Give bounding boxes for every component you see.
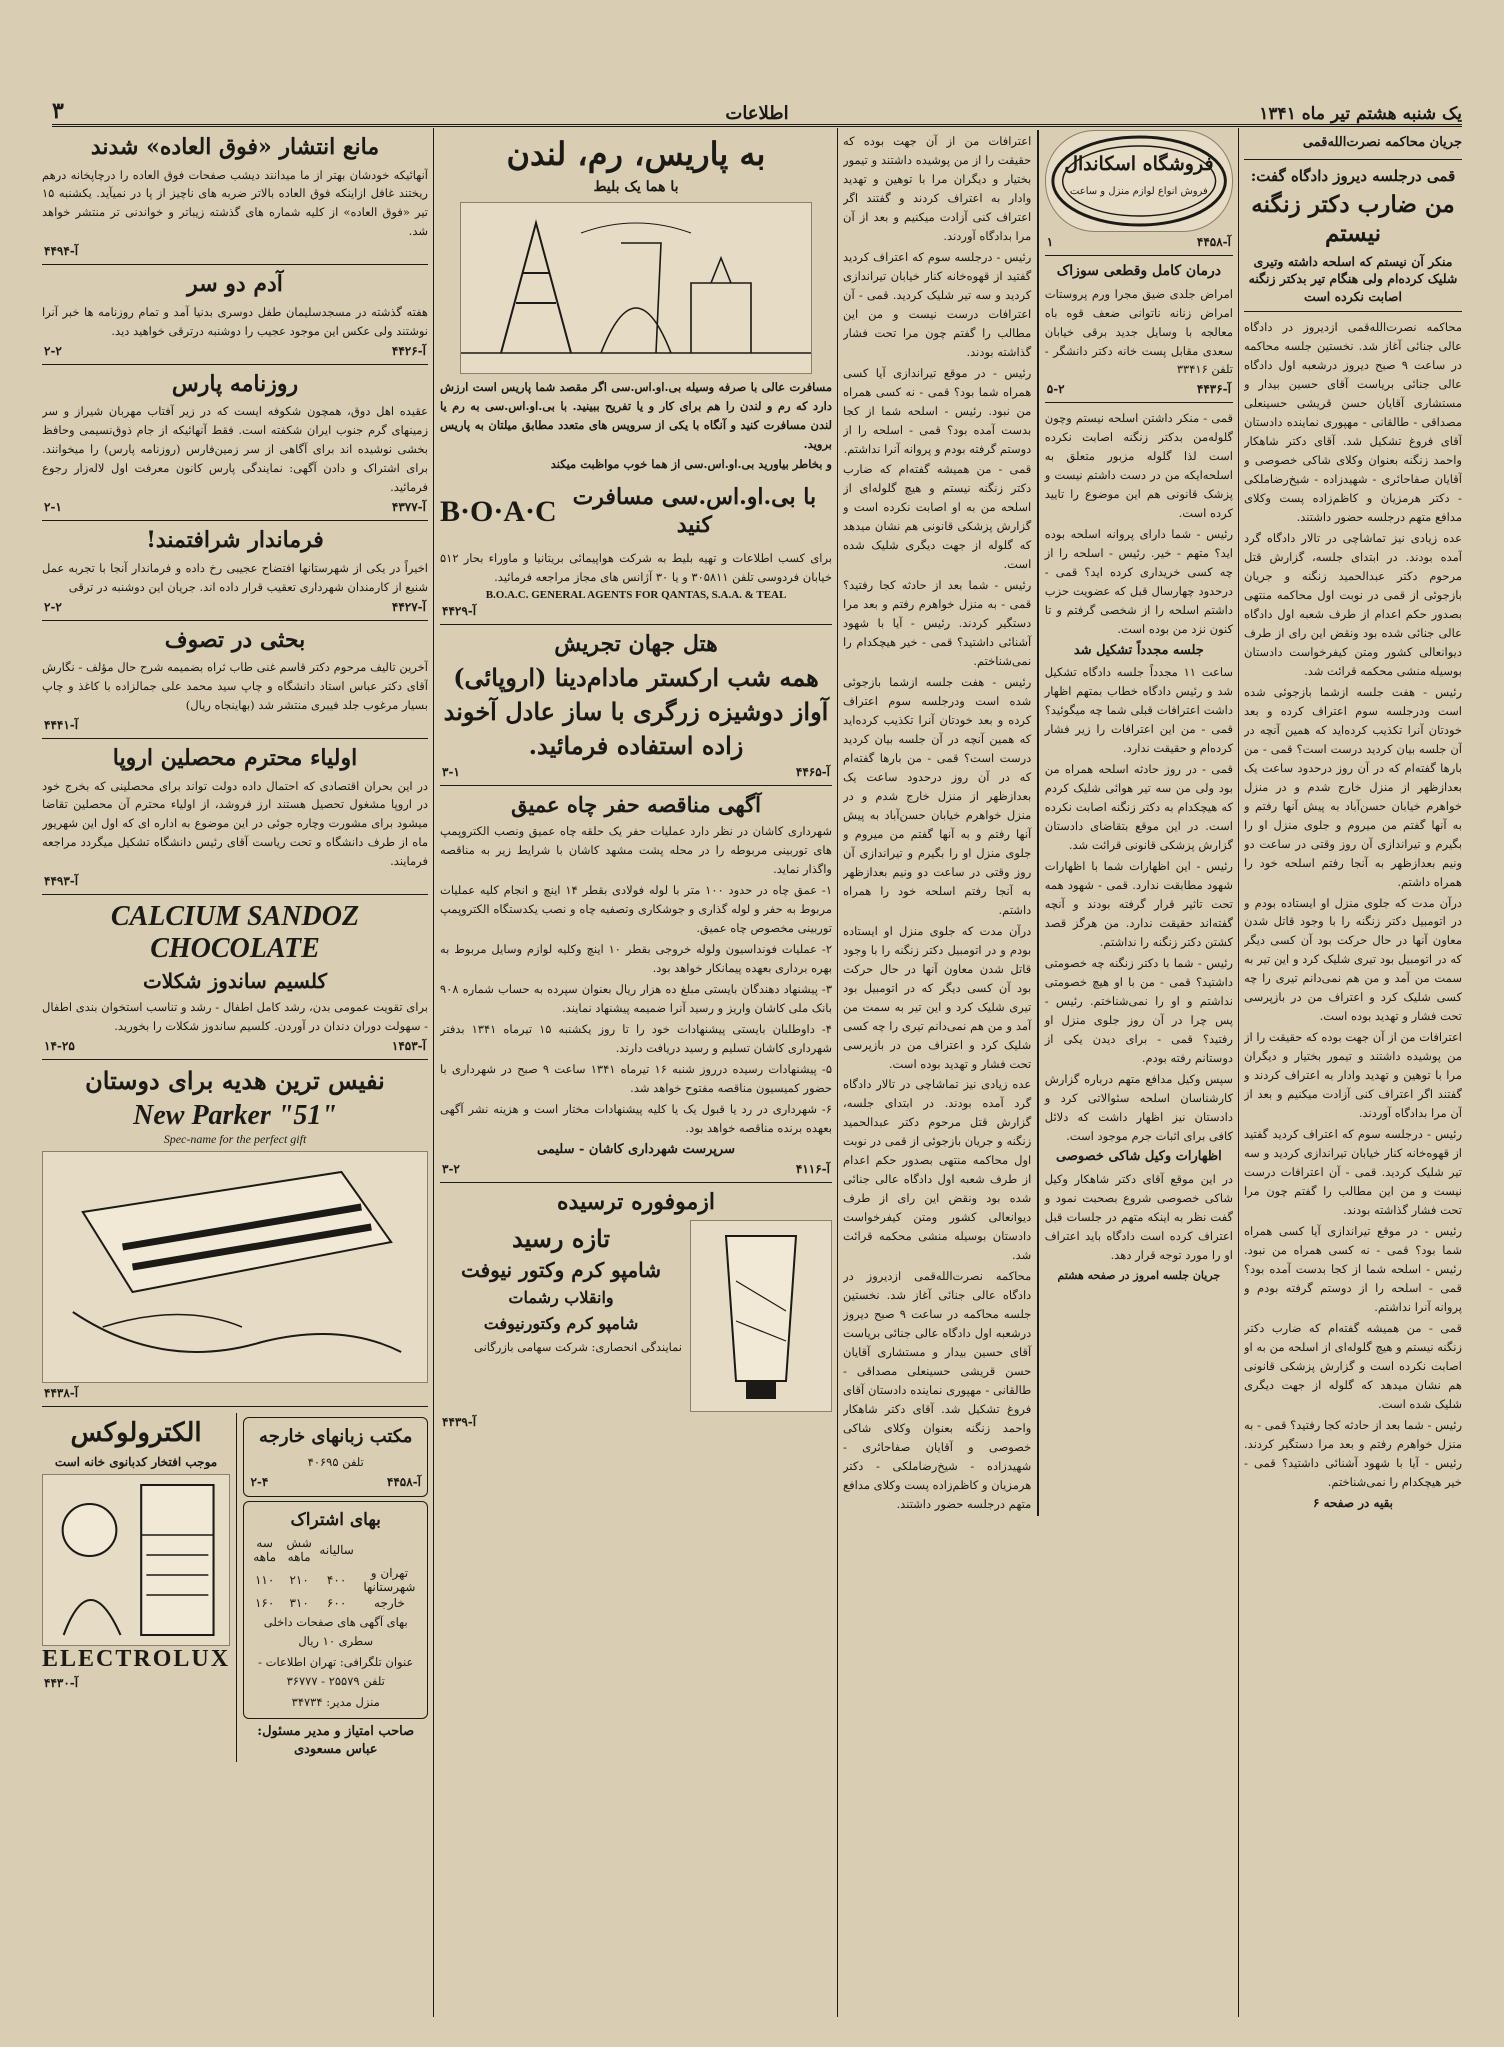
tender-notice — [440, 792, 832, 1176]
ad-code-left: آ-۴۴۹۳ — [44, 874, 79, 889]
ad-code-right: آ-۴۴۲۷ — [391, 599, 426, 614]
trial-headline-main: من ضارب دکتر زنگنه نیستم — [1251, 191, 1455, 248]
electrolux-headline: الکترولوکس — [70, 1418, 202, 1449]
electrolux-ad — [42, 1413, 230, 1762]
ad-code — [250, 1475, 421, 1489]
language-school-ad — [243, 1417, 428, 1496]
calcium-persian-title: کلسیم ساندوز شکلات — [142, 969, 328, 994]
trial-cont-paragraph: رئیس - شما بعد از حادثه کجا رفتید؟ قمی - به منزل خواهرم رفتم و بعد مرا دستگیر کردند. رئیس - آیا با شهود آشنائی داشتید؟ قمی - خیر هیچکدام را نمی‌شناختم. — [843, 578, 1032, 669]
electrolux-subhead: موجب افتخار کدبانوی خانه است — [54, 1454, 218, 1469]
scandale-subtitle: فروش انواع لوازم منزل و ساعت — [1069, 186, 1208, 197]
eiffel-tower-icon — [461, 203, 811, 373]
trial-paragraph: عده زیادی نیز تماشاچی در تالار دادگاه گرد آمده بودند. در ابتدای جلسه، گزارش قتل مرحوم دکتر عبدالحمید زنگنه و جریان بازجوئی از قمی در نوبت اول محاکمه منتهی بصدور حکم اعدام از طرف شعبه اول دادگاه عالی جنائی شده بود ونقض این رای از طرف دیوانعالی کشور ومتن کیفرخواست دادستان بوسیله منشی محکمه قرائت شد. — [1244, 531, 1462, 678]
hotel-ad — [440, 631, 832, 779]
masthead — [52, 96, 1462, 127]
trial-cont-paragraph: اعترافات من از آن جهت بوده که حقیقت را از من پوشیده داشتند و تیمور بختیار و دیگران مرا با توهین و تهدید وادار به اعتراف کردند و گفتند اگر اعتراف کنی آزادت میکنیم و بعد از آن مرا بدادگاه آوردند. — [843, 134, 1032, 243]
table-row — [248, 1535, 423, 1565]
ad-code-left: ۲-۲ — [44, 599, 62, 614]
recess-subhead: جلسه مجدداً تشکیل شد — [1073, 643, 1204, 659]
trial-cont-paragraph: رئیس - شما با دکتر زنگنه چه خصومتی داشتید؟ قمی - من با او هیچ خصومتی نداشتم و او را نمی‌شناختم. رئیس - پس چرا در آن روز جلوی منزل او رفتید؟ قمی - برای دیدن یکی از دوستانم رفته بودم. — [1044, 955, 1233, 1065]
divider — [42, 620, 428, 621]
ad-code-left: ۱ — [1046, 235, 1054, 249]
parker-tagline: Spec-name for the perfect gift — [163, 1132, 307, 1147]
refrigerator-icon — [43, 1475, 229, 1645]
ad-code-right: آ-۴۴۶۵ — [795, 764, 830, 779]
boac-info: برای کسب اطلاعات و تهیه بلیط به شرکت هواپیمائی بریتانیا و ماوراء بحار ۵۱۲ خیابان فردوسی تلفن ۳۰۵۸۱۱ و یا ۳۰ آژانس های مجاز مراجعه فرمائید. — [440, 551, 832, 585]
info-boxes — [243, 1413, 428, 1762]
table-cell: شش ماهه — [286, 1536, 312, 1564]
ad-code — [44, 718, 426, 732]
trial-cont-paragraph: رئیس - درجلسه سوم که اعتراف کردید گفتید از قهوه‌خانه کنار خیابان تیراندازی کردید و سه تیر شلیک کردید. قمی - آن اعترافات درست نیست و من این مطالب را گفتم چون مرا تحت فشار گذاشته بودند. — [843, 249, 1032, 359]
inner-rule — [1037, 130, 1038, 1516]
boac-agents: B.O.A.C. GENERAL AGENTS FOR QANTAS, S.A.A. & TEAL — [485, 589, 787, 602]
table-cell: خارجه — [374, 1596, 405, 1610]
trial-paragraph: رئیس - هفت جلسه ازشما بازجوئی شده است ودرجلسه سوم اعتراف کرده و بعد خودتان آنرا تکذیب کرده‌اید که همین آنچه در آن جلسه بیان کردید درست است؟ قمی - من بارها گفته‌ام که در آن روز درحدود ساعت یک بعدازظهر از منزل خارج شدم و در منزل خواهرم خیابان حسن‌آباد به پیش آنها رفتم و به آنها گفتم من میروم و جلوی منزل او را بگیرم و تیراندازی آن روز وقتی در ساعت دو ونیم بعدازظهر به آنجا رفتم اسلحه خود را همراه داشتم. — [1244, 684, 1462, 889]
trial-kicker: جریان محاکمه نصرت‌الله‌قمی — [1302, 135, 1462, 150]
ad-text: آخرین تالیف مرحوم دکتر قاسم غنی طاب ثراه بضمیمه شرح حال مؤلف - نگارش آقای دکتر عباس استاد دانشگاه و چاپ سید محمد علی جمالزاده با کاغذ و چاپ بسیار مرغوب جلد فیبری منتشر شد (بهاینجاه ریال) — [42, 660, 428, 713]
ad-title: فرماندار شرافتمند! — [146, 527, 324, 554]
column-rule — [837, 128, 838, 2017]
ad-code-left: آ-۴۴۲۹ — [442, 604, 477, 619]
paris-illustration — [460, 202, 812, 374]
ad-code-right: آ-۴۴۵۸ — [1196, 235, 1231, 249]
trial-paragraph: درآن مدت که جلوی منزل او ایستاده بودم و در اتومبیل دکتر زنگنه را با وجود قاتل شدن معاون آنها در حال حرکت بود آن کسی دیگر که در اتومبیل بود تیری شلیک کرد و این تیر به سمت من آمد و من هم نمی‌دانم تیری را چه کسی شلیک کرد و اعتراف من در بازپرسی تحت فشار و تهدید بوده است. — [1244, 895, 1462, 1024]
trial-cont-paragraph: درآن مدت که جلوی منزل او ایستاده بودم و در اتومبیل دکتر زنگنه را با وجود قاتل شدن معاون آنها در حال حرکت بود آن کسی دیگر که در اتومبیل بود تیری شلیک کرد و این تیر به سمت من آمد و من هم نمی‌دانم تیری را چه کسی شلیک کرد و اعتراف من در بازپرسی تحت فشار و تهدید بوده است. — [843, 923, 1032, 1071]
trial-cont-paragraph: عده زیادی نیز تماشاچی در تالار دادگاه گرد آمده بودند. در ابتدای جلسه، گزارش قتل مرحوم دکتر عبدالحمید زنگنه و جریان بازجوئی از قمی در نوبت اول محاکمه منتهی بصدور حکم اعدام از طرف شعبه اول دادگاه عالی جنائی شده بود ونقض این رای از طرف دیوانعالی کشور ومتن کیفرخواست دادستان بوسیله منشی محکمه قرائت شد. — [843, 1077, 1032, 1263]
ad-code-right: آ-۴۴۳۶ — [1196, 382, 1231, 397]
ad-code — [44, 874, 426, 888]
ad-code — [44, 1386, 426, 1400]
table-cell: تهران و شهرستانها — [363, 1566, 416, 1594]
scandale-oval-icon — [1046, 131, 1232, 231]
trial-paragraph: رئیس - در موقع تیراندازی آیا کسی همراه شما بود؟ قمی - نه کسی همراه من نبود. رئیس - اسلحه شما از کجا بدست آمده بود؟ قمی - اسلحه را از دوستم گرفته بودم و پروانه آنرا نداشتم. — [1244, 1223, 1462, 1314]
ad-code — [44, 600, 426, 614]
trial-col-b — [843, 130, 1031, 1516]
trial-cont-paragraph: سپس وکیل مدافع متهم درباره گزارش کارشناسان اسلحه سئوالاتی کرد و دادستان نیز اظهار داشت که دلائل کافی برای اثبات جرم موجود است. — [1044, 1071, 1233, 1143]
ad-code-right: آ-۴۴۲۶ — [391, 343, 426, 358]
parker-ad — [42, 1066, 428, 1400]
subscription-title: بهای اشتراک — [290, 1509, 381, 1530]
ad-code — [442, 1162, 830, 1176]
lawyer-subhead: اظهارات وکیل شاکی خصوصی — [1056, 1149, 1222, 1165]
refrigerator-illustration — [42, 1474, 230, 1646]
boac-slogan: با بی.او.اس.سی مسافرت کنید — [572, 484, 817, 538]
trial-paragraph: قمی - من همیشه گفته‌ام که ضارب دکتر زنگنه نیستم و هیچ گلوله‌ای از اسلحه من به او اصابت نکرده است و گزارش پزشکی قانونی هم نشان میدهد که گلوله از جهت دیگری شلیک شده است. — [1244, 1320, 1462, 1411]
pen-gift-box-icon — [43, 1152, 427, 1382]
calcium-text: برای تقویت عمومی بدن، رشد کامل اطفال - رشد و تناسب استخوان بندی اطفال - سهولت دوران دندان در آوردن. کلسیم ساندوز شکلات را بخورید. — [42, 1000, 428, 1034]
ad-code — [44, 500, 426, 514]
ad-title: آدم دو سر — [187, 271, 283, 298]
ad-code — [44, 344, 426, 358]
ad-code — [44, 1039, 426, 1053]
trial-headline: قمی درجلسه دیروز دادگاه گفت: — [1250, 167, 1456, 186]
ad-code — [442, 765, 830, 779]
table-cell: ۳۱۰ — [289, 1596, 309, 1610]
tender-paragraph: ۱- عمق چاه در حدود ۱۰۰ متر با لوله فولادی بقطر ۱۴ اینچ و انجام کلیه عملیات مربوط به حفر و لوله گذاری و جوشکاری وتصفیه چاه و نصب یکدستگاه الکتروپمپ توربینی مخصوص چاه عمیق. — [440, 883, 832, 935]
boac-headline: به پاریس، رم، لندن — [506, 135, 766, 173]
scandale-title: فروشگاه اسکاندال — [1064, 153, 1214, 175]
parker-pen-illustration — [42, 1151, 428, 1383]
shampoo-ad — [440, 1189, 832, 1430]
ad-code — [442, 1415, 830, 1429]
ad-code-left: ۳-۱ — [442, 764, 460, 779]
boac-text: مسافرت عالی با صرفه وسیله بی.او.اس.سی اگر مقصد شما پاریس است ارزش دارد که رم و لندن را هم برای کار و یا تفریح ببینید. با بی.او.اس.سی به رم یا لندن مسافرت کنید و آنگاه با یکی از سرویس های متعدد مطابق میلتان به پاریس بروید. — [440, 379, 832, 451]
tender-paragraph: ۴- داوطلبان بایستی پیشنهادات خود را تا روز یکشنبه ۱۵ تیرماه ۱۳۴۱ بدفتر شهرداری کاشان تسلیم و رسید دریافت دارند. — [440, 1021, 832, 1055]
tender-paragraph: ۲- عملیات فونداسیون ولوله خروجی بقطر ۱۰ اینچ وکلیه لوازم وسایل مربوط به بهره برداری بعهده پیمانکار خواهد بود. — [440, 941, 832, 975]
divider — [1045, 255, 1233, 256]
continued-note: بقیه در صفحه ۶ — [1312, 1495, 1394, 1510]
table-cell: ۱۱۰ — [254, 1573, 275, 1587]
shampoo-tube-illustration — [690, 1220, 832, 1412]
ad-text: آنهائیکه خودشان بهتر از ما میدانند دیشب صفحات فوق العاده را درچاپخانه درهم ریختند غافل ازاینکه فوق العاده بالاتر ضربه های ناچیز از پا در نمیآید. یکشنبه ۱۵ تیر «فوق العاده» از کلیه شماره های گذشته زیباتر و خواندنی تر منتشر خواهد شد. — [42, 167, 428, 239]
divider — [1244, 311, 1462, 312]
table-cell — [356, 1535, 423, 1565]
divider — [1244, 159, 1462, 160]
ad-code-left: ۱۴-۲۵ — [44, 1039, 75, 1054]
ad-code-left: آ-۴۴۹۴ — [44, 244, 79, 259]
subscription-address: عنوان تلگرافی: تهران اطلاعات - تلفن ۲۵۵۷۹ - ۳۶۷۷۷ — [258, 1654, 414, 1688]
paper-name: اطلاعات — [725, 103, 789, 124]
divider — [42, 1059, 428, 1060]
ad-code-right: آ-۴۱۱۶ — [795, 1161, 830, 1176]
ad-code-left: ۲-۲ — [44, 343, 62, 358]
divider — [42, 364, 428, 365]
trial-subhead: منکر آن نیستم که اسلحه داشته وتیری شلیک کرده‌ام ولی هنگام تیر بدکتر زنگنه اصابت نکرده است — [1248, 253, 1458, 304]
shampoo-tagline: وانقلاب رشمات — [508, 1288, 614, 1308]
subscription-phone: منزل مدیر: ۳۴۷۳۴ — [291, 1694, 380, 1709]
hotel-line-1: همه شب ارکستر مادام‌دینا (اروپائی) — [453, 662, 819, 692]
ad-code-right: آ-۴۳۷۷ — [391, 500, 426, 515]
trial-paragraph: رئیس - درجلسه سوم که اعتراف کردید گفتید از قهوه‌خانه کنار خیابان تیراندازی کردید و سه تیر شلیک کردید. قمی - آن اعترافات درست نیست و من این مطالب را گفتم چون مرا تحت فشار گذاشته بودند. — [1244, 1127, 1462, 1217]
clinic-text: امراض جلدی ضیق مجرا ورم پروستات امراض زنانه ناتوانی ضعف قوه باه معالجه با وسایل جدید برقی خیابان سعدی مقابل پست خانه دکتر دانشگر - تلفن ۳۳۴۱۶ — [1044, 286, 1233, 377]
shampoo-tube-icon — [691, 1221, 831, 1411]
column-four — [42, 130, 428, 2017]
divider — [440, 785, 832, 786]
hotel-line-2: آواز دوشیزه زرگری با ساز عادل آخوند — [443, 696, 829, 726]
divider — [42, 520, 428, 521]
trial-paragraph: اعترافات من از آن جهت بوده که حقیقت را از من پوشیده داشتند و تیمور بختیار و دیگران مرا با توهین و تهدید وادار به اعتراف کردند و گفتند اگر اعتراف کنی آزادت میکنیم و بعد از آن مرا بدادگاه آوردند. — [1244, 1030, 1462, 1121]
table-cell: ۴۰۰ — [326, 1573, 347, 1587]
tender-paragraph: ۵- پیشنهادات رسیده درروز شنبه ۱۶ تیرماه ۱۳۴۱ ساعت ۹ صبح در شهرداری با حضور کمیسیون مناقصه مفتوح خواهد شد. — [440, 1061, 832, 1095]
issue-date: یک شنبه هشتم تیر ماه ۱۳۴۱ — [1259, 104, 1462, 124]
column-two — [843, 130, 1233, 2017]
owner-line: صاحب امتیاز و مدیر مسئول: عباس مسعودی — [257, 1723, 415, 1758]
table-row — [248, 1595, 423, 1611]
ad-code-left: آ-۴۴۴۱ — [44, 718, 79, 732]
trial-cont-paragraph: رئیس - شما دارای پروانه اسلحه بوده اید؟ متهم - خیر. رئیس - اسلحه را از چه کسی خریداری کرده اید؟ قمی - درحدود چهارسال قبل که عضویت حزب داشتم اسلحه را از شخصی گرفتم و تا کنون نزد من بوده است. — [1044, 527, 1233, 637]
table-cell: ۱۶۰ — [254, 1596, 275, 1610]
divider — [1045, 402, 1233, 403]
tender-paragraph: ۶- شهرداری در رد یا قبول یک یا کلیه پیشنهادات مختار است و هزینه نشر آگهی بعهده برنده مناقصه خواهد بود. — [440, 1101, 832, 1135]
shampoo-name: شامپو کرم وکتور نیوفت — [460, 1258, 662, 1283]
column-rule — [433, 128, 434, 2017]
ad-code — [44, 1676, 228, 1690]
trial-cont-paragraph: رئیس - این اظهارات شما با اظهارات شهود مطابقت ندارد. قمی - شهود همه تحت تاثیر قرار گرفته بودند و آنچه گفته‌اند حقیقت ندارد. من هرگز قصد کشتن دکتر زنگنه را نداشتم. — [1044, 858, 1233, 949]
hotel-line-3: زاده استفاده فرمائید. — [528, 730, 744, 760]
table-cell: ۶۰۰ — [326, 1596, 347, 1610]
shampoo-dealer: نمایندگی انحصاری: شرکت سهامی بازرگانی — [474, 1340, 682, 1355]
ad-title: روزنامه پارس — [171, 370, 299, 397]
trial-cont-paragraph: قمی - در روز حادثه اسلحه همراه من بود ولی من سه تیر هوائی شلیک کردم که هیچکدام به دکتر زنگنه اصابت نکرده است. در این موقع بتقاضای دادستان گزارش پزشکی قانونی قرائت شد. — [1044, 762, 1233, 852]
boac-logo: B·O·A·C — [440, 494, 557, 528]
ad-title: اولیاء محترم محصلین اروپا — [112, 745, 358, 771]
boac-ad — [440, 134, 832, 618]
tender-title: آگهی مناقصه حفر چاه عمیق — [511, 791, 761, 817]
ad-code-left: ۵-۲ — [1046, 382, 1065, 397]
tender-paragraph: شهرداری کاشان در نظر دارد عملیات حفر یک حلقه چاه عمیق ونصب الکتروپمپ های توربینی مربوطه را در محله پشت مشهد کاشان با شرایط زیر به مناقصه واگذار نماید. — [440, 824, 832, 877]
shampoo-headline: ازموفوره ترسیده — [557, 1188, 715, 1215]
trial-cont-paragraph: ساعت ۱۱ مجدداً جلسه دادگاه تشکیل شد و رئیس دادگاه خطاب بمتهم اظهار داشت اعترافات قبلی شما چه میگوئید؟ قمی - من این اعترافات را زیر فشار کرده‌ام و حقیقت ندارد. — [1044, 665, 1233, 756]
ad-code-right: آ-۱۴۵۳ — [391, 1039, 426, 1054]
page-number: ۳ — [52, 98, 64, 124]
column-three — [440, 130, 832, 2017]
trial-paragraph: رئیس - شما بعد از حادثه کجا رفتید؟ قمی - به منزل خواهرم رفتم و بعد مرا دستگیر کردند. رئیس - آیا با شهود آشنائی داشتید؟ قمی - خیر هیچکدام را نمی‌شناختم. — [1244, 1417, 1462, 1489]
ad-title: مانع انتشار «فوق العاده» شدند — [90, 134, 380, 160]
shampoo-brand: شامپو کرم وکتورنیوفت — [483, 1313, 639, 1333]
trial-cont-paragraph: محاکمه نصرت‌الله‌قمی ازدیروز در دادگاه عالی جنائی آغاز شد. نخستین جلسه محاکمه در ساعت ۹ صبح دیروز درشعبه اول دادگاه عالی جنائی بریاست آقای حسین بیدار و مستشاری آقایان حسن قریشی حسینعلی مصداقی - طالقانی - مهپوری نماینده دادستان آقای فروغ تشکیل شد. آقای دکتر شاهکار واحمد زنگنه بعنوان وکلای شاکی خصوصی و آقایان صفاحائری - شهیدزاده - شیخ‌رضاملکی - دکتر هرمزیان و کاظم‌زاده پست وکلای مدافع متهم درجلسه حضور داشتند. — [843, 1269, 1032, 1511]
trial-cont-paragraph: قمی - منکر داشتن اسلحه نیستم وچون گلوله‌من بدکتر زنگنه اصابت نکرده است لذا گلوله مزبور متعلق به اسلحه‌ایکه من در دست داشتم نیست و پزشک قانونی هم این موضوع را تایید کرده است. — [1044, 411, 1233, 521]
calcium-line-1: CALCIUM SANDOZ — [110, 901, 360, 933]
divider — [440, 624, 832, 625]
calcium-line-2: CHOCOLATE — [150, 933, 320, 965]
ad-code — [1047, 235, 1231, 249]
table-cell: ۲۱۰ — [289, 1573, 309, 1587]
electrolux-logo: ELECTROLUX — [42, 1645, 231, 1672]
ad-code-left: آ-۴۴۳۰ — [44, 1675, 79, 1690]
ad-text: اخیراً در یکی از شهرستانها افتضاح عجیبی رخ داده و فرماندار آنجا با تجربه عمل شنیع از کارمندان شهرداری تعقیب قرار داده اند. جریان این دوشنبه در ترقی — [42, 560, 428, 594]
trial-paragraph: محاکمه نصرت‌الله‌قمی ازدیروز در دادگاه عالی جنائی آغاز شد. نخستین جلسه محاکمه در ساعت ۹ صبح دیروز درشعبه اول دادگاه عالی جنائی بریاست آقای حسین بیدار و مستشاری آقایان حسن قریشی حسینعلی مصداقی - طالقانی - مهپوری نماینده دادستان آقای فروغ تشکیل شد. آقای دکتر شاهکار واحمد زنگنه بعنوان وکلای شاکی خصوصی و آقایان صفاحائری - شهیدزاده - شیخ‌رضاملکی - دکتر هرمزیان و کاظم‌زاده پست وکلای مدافع متهم درجلسه حضور داشتند. — [1244, 320, 1462, 525]
table-row — [248, 1565, 423, 1595]
tender-paragraph: ۳- پیشنهاد دهندگان بایستی مبلغ ده هزار ریال بعنوان سپرده به حساب شماره ۹۰۸ بانک ملی کاشان واریز و رسید آنرا ضمیمه پیشنهاد نمایند. — [440, 981, 832, 1015]
tender-signature: سرپرست شهرداری کاشان - سلیمی — [537, 1141, 735, 1157]
divider — [42, 894, 428, 895]
ad-code — [1047, 382, 1231, 396]
subscription-table — [248, 1535, 423, 1611]
divider — [42, 264, 428, 265]
ad-text: در این بحران اقتصادی که احتمال داده دولت تواند برای محصلینی که بخرج خود در اروپا مشغول تحصیل هستند ارز فروشد، از اولیاء محترم آن محصلین تقاضا میشود برای مشورت وچاره جوئی در این موضوع به اداره ای که اول این شهریور ماه از طرف دانشگاه و تحت ریاست آقای رئیس دانشگاه تشکیل میگردد مراجعه فرمایند. — [42, 778, 428, 869]
trial-cont-paragraph: رئیس - هفت جلسه ازشما بازجوئی شده است ودرجلسه سوم اعتراف کرده و بعد خودتان آنرا تکذیب کرده‌اید که همین آنچه در آن جلسه بیان کردید درست است؟ قمی - من بارها گفته‌ام که در آن روز درحدود ساعت یک بعدازظهر از منزل خارج شدم و در منزل خواهرم خیابان حسن‌آباد به پیش آنها رفتم و به آنها گفتم من میروم و جلوی منزل او را بگیرم و تیراندازی آن روز وقتی در ساعت دو ونیم بعدازظهر به آنجا رفتم اسلحه خود را همراه داشتم. — [843, 675, 1032, 917]
parker-brand: New Parker "51" — [133, 1100, 337, 1132]
ad-code — [442, 604, 830, 618]
divider — [42, 1406, 428, 1407]
ad-code-left: ۳-۲ — [442, 1161, 460, 1176]
table-cell: سه ماهه — [253, 1536, 277, 1564]
ad-title: بحثی در تصوف — [164, 626, 306, 653]
parker-headline: نفیس ترین هدیه برای دوستان — [85, 1066, 385, 1096]
column-rule — [1238, 128, 1239, 2017]
boac-text-2: و بخاطر بیاورید بی.او.اس.سی از هما خوب مواظبت میکند — [550, 457, 832, 472]
inner-rule — [236, 1413, 237, 1762]
school-title: مکتب زبانهای خارجه — [259, 1426, 413, 1448]
ad-code-left: آ-۴۴۳۸ — [44, 1386, 79, 1401]
divider — [42, 738, 428, 739]
ad-code-right: آ-۴۴۵۸ — [386, 1474, 421, 1489]
ad-code-left: ۲-۱ — [44, 500, 62, 515]
table-cell: سالیانه — [319, 1543, 354, 1557]
calcium-sandoz-ad — [42, 901, 428, 1053]
trial-column — [1244, 130, 1462, 2017]
clinic-title: درمان کامل وقطعی سوزاک — [1056, 263, 1221, 279]
divider — [440, 1182, 832, 1183]
ad-text: عقیده اهل دوق، همچون شکوفه ایست که در زیر آفتاب مهربان شیراز و سر زمینهای گرم جنوب ایران شکفته است. فقط آنهائیکه از جام ذوق‌نسیمی وحافظ بخشی نوشیده اند برای آگاهی از سر زمین‌فارس (روزنامه پارس) را میخوانند. برای اشتراک و دادن آگهی: نمایندگی پارس کانون معرفت اول لاله‌زار رجوع فرمائید. — [42, 404, 428, 495]
ad-code-left: ۲-۴ — [250, 1474, 269, 1489]
boac-headline-sub: با هما یک بلیط — [593, 179, 679, 195]
trial-cont-paragraph: در این موقع آقای دکتر شاهکار وکیل شاکی خصوصی شروع بصحبت نمود و گفت نظر به اینکه متهم در جلسات قبل اعتراف کرده است دادگاه باید اعتراف او را مورد توجه قرار دهد. — [1044, 1171, 1233, 1262]
subscription-ad-rate: بهای آگهی های صفحات داخلی سطری ۱۰ ریال — [263, 1615, 408, 1648]
school-phone: تلفن ۴۰۶۹۵ — [307, 1454, 364, 1469]
trial-cont-paragraph: قمی - من همیشه گفته‌ام که ضارب دکتر زنگنه نیستم و هیچ گلوله‌ای از اسلحه من به او اصابت نکرده است و گزارش پزشکی قانونی هم نشان میدهد که گلوله از جهت دیگری شلیک شده است. — [843, 462, 1032, 572]
ad-code-left: آ-۴۴۳۹ — [442, 1415, 477, 1430]
scandale-logo — [1045, 130, 1233, 232]
adjourn-note: جریان جلسه امروز در صفحه هشتم — [1057, 1268, 1221, 1282]
shampoo-new: تازه رسید — [511, 1224, 611, 1254]
trial-cont-paragraph: رئیس - در موقع تیراندازی آیا کسی همراه شما بود؟ قمی - نه کسی همراه من نبود. رئیس - اسلحه شما از کجا بدست آمده بود؟ قمی - اسلحه را از دوستم گرفته بودم و پروانه آنرا نداشتم. — [843, 365, 1032, 456]
ad-text: هفته گذشته در مسجدسلیمان طفل دوسری بدنیا آمد و تمام روزنامه ها خبر آنرا نوشتند ولی عکس این موجود عجیب را دوشنبه درترقی خواهید دید. — [42, 304, 428, 338]
subscription-box — [243, 1501, 428, 1719]
ad-code — [44, 244, 426, 258]
hotel-title: هتل جهان تجریش — [554, 631, 718, 658]
scandale-ad — [1045, 130, 1233, 1516]
